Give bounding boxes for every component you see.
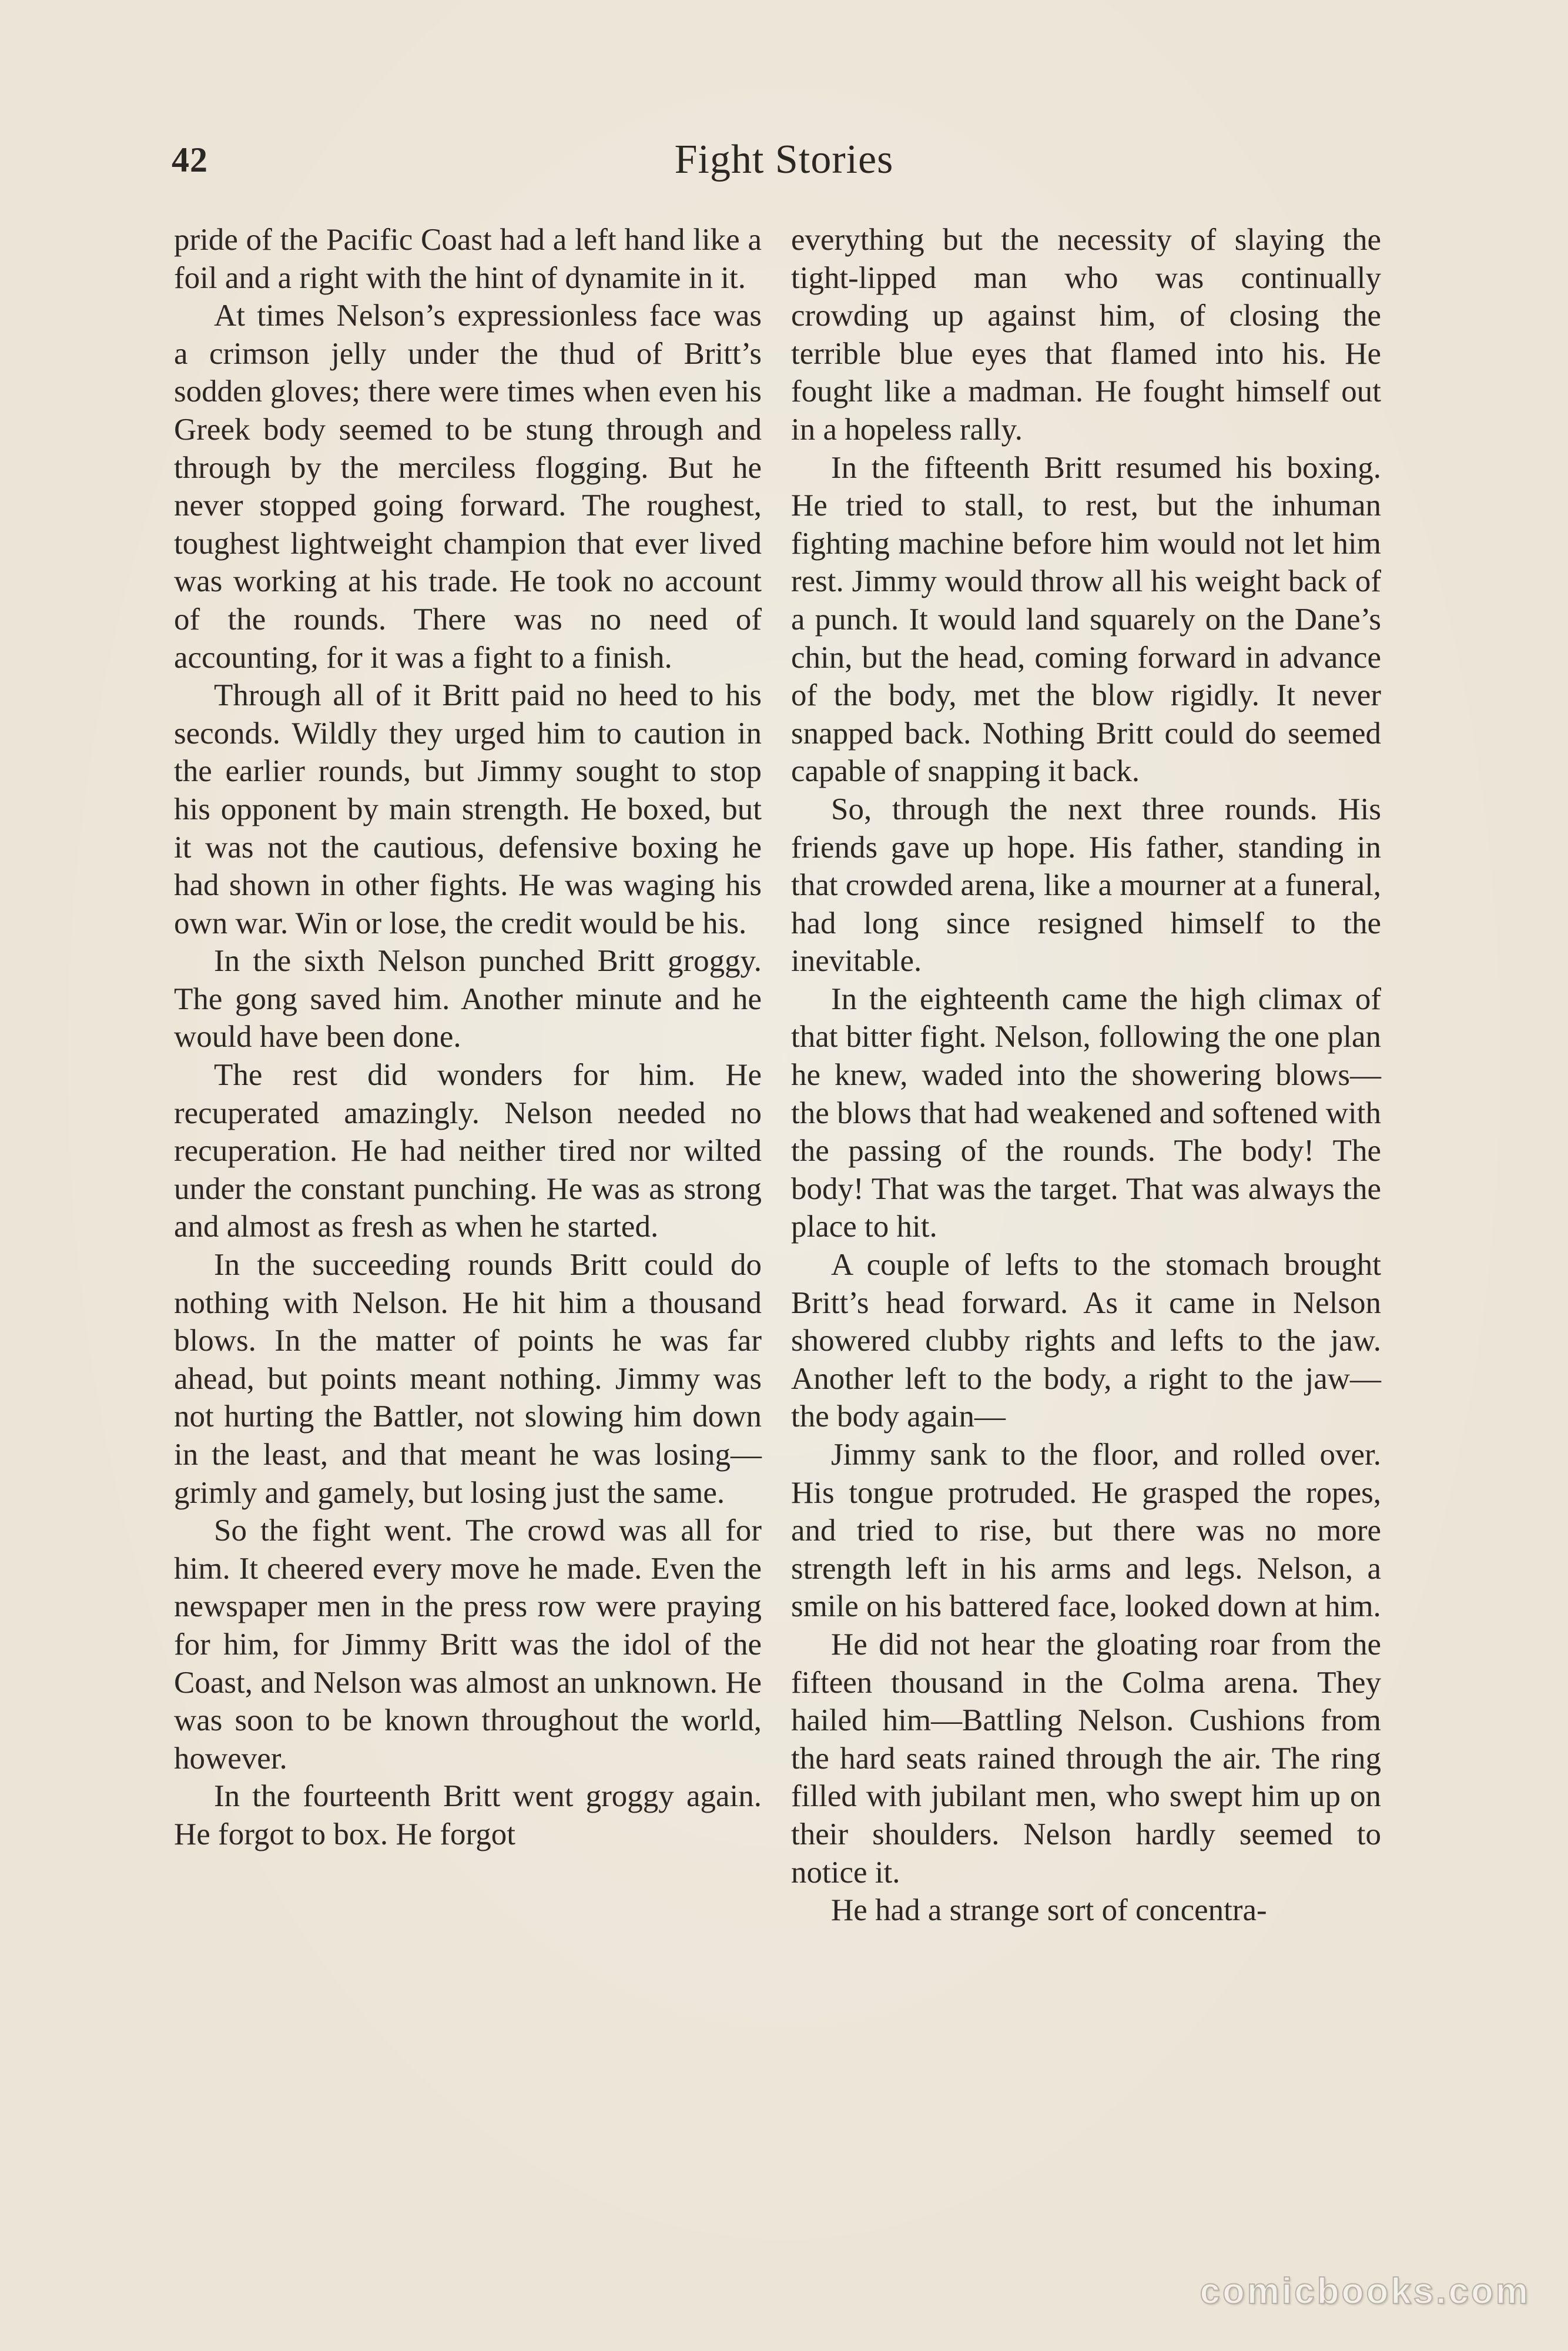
watermark-logo: comicbooks.com xyxy=(1200,2271,1530,2312)
paragraph: A couple of lefts to the stomach brought Britt’s head forward. As it came in Nelson showered clubby rights and lefts to the jaw. Another left to the body, a right to the jaw—the body again— xyxy=(791,1248,1381,1434)
left-text-column xyxy=(174,221,762,1854)
paragraph: In the eighteenth came the high climax of that bitter fight. Nelson, following the one plan he knew, waded into the showering blows—the blows that had weakened and softened with the passing of the rounds. The body! The body! That was the target. That was always the place to hit. xyxy=(791,982,1381,1244)
paragraph: In the fifteenth Britt resumed his boxing. He tried to stall, to rest, but the inhuman fighting machine before him would not let him rest. Jimmy would throw all his weight back of a punch. It would land squarely on the Dane’s chin, but the head, coming forward in advance of the body, met the blow rigidly. It never snapped back. Nothing Britt could do seemed capable of snapping it back. xyxy=(791,450,1381,789)
paragraph: In the fourteenth Britt went groggy again. He forgot to box. He forgot xyxy=(174,1779,762,1851)
paragraph: In the succeeding rounds Britt could do nothing with Nelson. He hit him a thousand blows. In the matter of points he was far ahead, but points meant nothing. Jimmy was not hurting the Battler, not slowing him down in the least, and that meant he was losing— grimly and gamely, but losing just the same. xyxy=(174,1248,762,1510)
paragraph: In the sixth Nelson punched Britt groggy. The gong saved him. Another minute and he would have been done. xyxy=(174,944,762,1054)
right-text-column xyxy=(791,221,1381,1930)
paragraph: He had a strange sort of concentra- xyxy=(831,1893,1267,1928)
paragraph: Jimmy sank to the floor, and rolled over. His tongue protruded. He grasped the ropes, and tried to rise, but there was no more strength left in his arms and legs. Nelson, a smile on his battered face, looked down at him. xyxy=(791,1438,1381,1624)
paragraph: The rest did wonders for him. He recuperated amazingly. Nelson needed no recuperation. He had neither tired nor wilted under the constant punching. He was as strong and almost as fresh as when he started. xyxy=(174,1058,762,1244)
paragraph: Through all of it Britt paid no heed to his seconds. Wildly they urged him to caution in the earlier rounds, but Jimmy sought to stop his opponent by main strength. He boxed, but it was not the cautious, defensive boxing he had shown in other fights. He was waging his own war. Win or lose, the credit would be his. xyxy=(174,678,762,940)
page-number: 42 xyxy=(172,140,208,179)
running-title: Fight Stories xyxy=(674,137,894,182)
paragraph: At times Nelson’s expressionless face was a crimson jelly under the thud of Britt’s sodden gloves; there were times when even his Greek body seemed to be stung through and through by the merciless flogging. But he never stopped going forward. The roughest, toughest lightweight champion that ever lived was working at his trade. He took no account of the rounds. There was no need of accounting, for it was a fight to a finish. xyxy=(174,299,762,675)
paragraph: everything but the necessity of slaying the tight-lipped man who was continually crowding up against him, of closing the terrible blue eyes that flamed into his. He fought like a madman. He fought himself out in a hopeless rally. xyxy=(791,223,1381,447)
paragraph: So, through the next three rounds. His friends gave up hope. His father, standing in that crowded arena, like a mourner at a funeral, had long since resigned himself to the inevitable. xyxy=(791,792,1381,979)
paragraph: So the fight went. The crowd was all for him. It cheered every move he made. Even the newspaper men in the press row were praying for him, for Jimmy Britt was the idol of the Coast, and Nelson was almost an unknown. He was soon to be known throughout the world, however. xyxy=(174,1513,762,1776)
paragraph: pride of the Pacific Coast had a left hand like a foil and a right with the hint of dynamite in it. xyxy=(174,223,762,295)
paragraph: He did not hear the gloating roar from the fifteen thousand in the Colma arena. They hailed him—Battling Nelson. Cushions from the hard seats rained through the air. The ring filled with jubilant men, who swept him up on their shoulders. Nelson hardly seemed to notice it. xyxy=(791,1627,1381,1890)
